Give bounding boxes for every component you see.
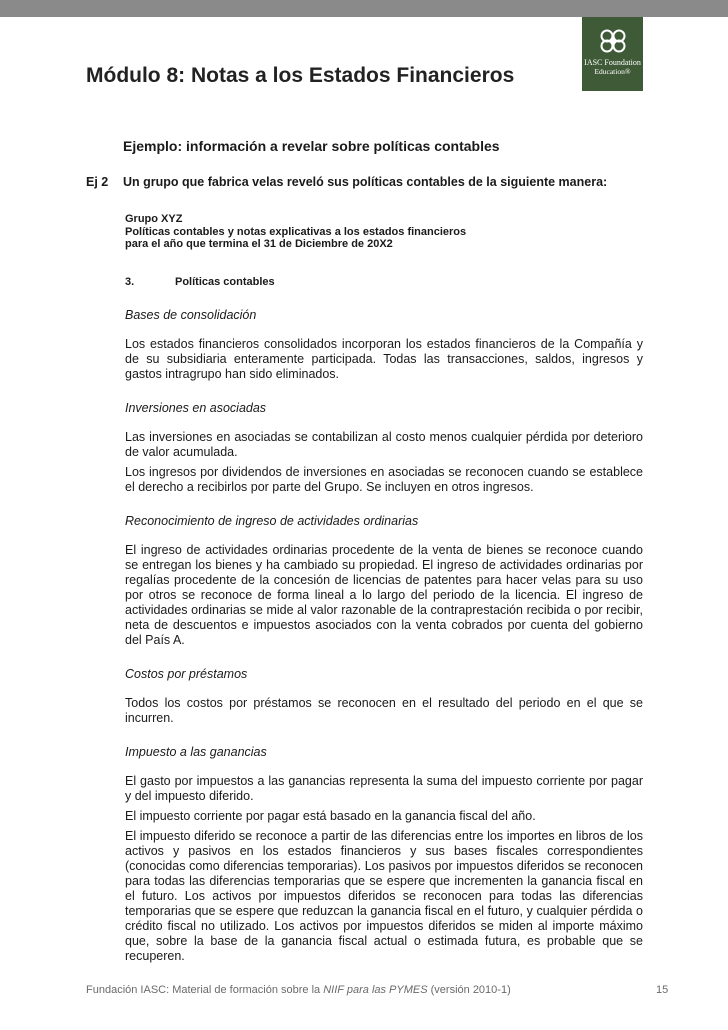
group-header xyxy=(125,213,466,251)
page-number: 15 xyxy=(656,984,669,996)
policies-content xyxy=(125,308,643,969)
footer-citation xyxy=(86,984,511,996)
policy-heading: Impuesto a las ganancias xyxy=(125,745,267,759)
policy-heading: Reconocimiento de ingreso de actividades ordinarias xyxy=(125,514,419,528)
page-title: Módulo 8: Notas a los Estados Financieros xyxy=(86,64,515,87)
footer-text-end: (versión 2010-1) xyxy=(427,984,511,996)
example-intro: Un grupo que fabrica velas reveló sus políticas contables de la siguiente manera: xyxy=(123,175,608,189)
policy-heading: Costos por préstamos xyxy=(125,667,248,681)
example-label: Ej 2 xyxy=(86,175,109,189)
group-period: para el año que termina el 31 de Diciembre de 20X2 xyxy=(125,238,393,250)
group-statement-title: Políticas contables y notas explicativas a los estados financieros xyxy=(125,225,467,238)
policy-paragraph: El impuesto corriente por pagar está basado en la ganancia fiscal del año. xyxy=(125,809,536,823)
footer-text-start: Fundación IASC: Material de formación sobre la xyxy=(86,984,324,996)
logo-text-line1: IASC Foundation xyxy=(584,58,641,67)
policy-heading: Bases de consolidación xyxy=(125,308,257,322)
group-name: Grupo XYZ xyxy=(125,213,183,225)
iasc-foundation-logo xyxy=(582,17,643,91)
policy-paragraph: El impuesto diferido se reconoce a partir de las diferencias entre los importes en libros de los activos y pasivos en los estados financieros y sus bases fiscales correspondientes (conocidas como diferencias temporarias). Los pasivos por impuestos diferidos se reconocen para todas las diferencias temporarias que se espere que incrementen la ganancia fiscal en el futuro. Los activos por impuestos diferidos se reconocen para todas las diferencias temporarias que se espere que reduzcan la ganancia fiscal en el futuro, y cualquier pérdida o crédito fiscal no utilizado. Los activos por impuestos diferidos se miden al importe máximo que, sobre la base de la ganancia fiscal actual o estimada futura, es probable que se recuperen. xyxy=(125,829,643,963)
policy-paragraph: Todos los costos por préstamos se reconocen en el resultado del periodo en el que se incurren. xyxy=(125,696,643,725)
policy-heading: Inversiones en asociadas xyxy=(125,401,267,415)
example-subtitle: Ejemplo: información a revelar sobre políticas contables xyxy=(123,138,500,154)
policy-paragraph: Los ingresos por dividendos de inversiones en asociadas se reconocen cuando se establece el derecho a recibirlos por parte del Grupo. Se incluyen en otros ingresos. xyxy=(125,465,643,494)
section-number: 3. xyxy=(125,276,135,288)
footer-standard-name: NIIF para las PYMES xyxy=(323,984,428,996)
section-title: Políticas contables xyxy=(175,276,275,288)
top-bar xyxy=(0,0,728,17)
policy-paragraph: Las inversiones en asociadas se contabilizan al costo menos cualquier pérdida por deterioro de valor acumulada. xyxy=(125,430,643,459)
logo-emblem-icon xyxy=(598,27,628,55)
logo-text-line2: Education® xyxy=(594,67,631,76)
policy-paragraph: Los estados financieros consolidados incorporan los estados financieros de la Compañía y de su subsidiaria enteramente participada. Todas las transacciones, saldos, ingresos y gastos intragrupo han sido eliminados. xyxy=(125,337,643,381)
policy-paragraph: El ingreso de actividades ordinarias procedente de la venta de bienes se reconoce cuando se entregan los bienes y ha cambiado su propiedad. El ingreso de actividades ordinarias por regalías procedente de la concesión de licencias de patentes para hacer velas para su uso por otros se reconoce de forma lineal a lo largo del periodo de la licencia. El ingreso de actividades ordinarias se mide al valor razonable de la contraprestación recibida o por recibir, neta de descuentos e impuestos asociados con la venta cobrados por cuenta del gobierno del País A. xyxy=(125,543,643,647)
policy-paragraph: El gasto por impuestos a las ganancias representa la suma del impuesto corriente por pagar y del impuesto diferido. xyxy=(125,774,643,803)
